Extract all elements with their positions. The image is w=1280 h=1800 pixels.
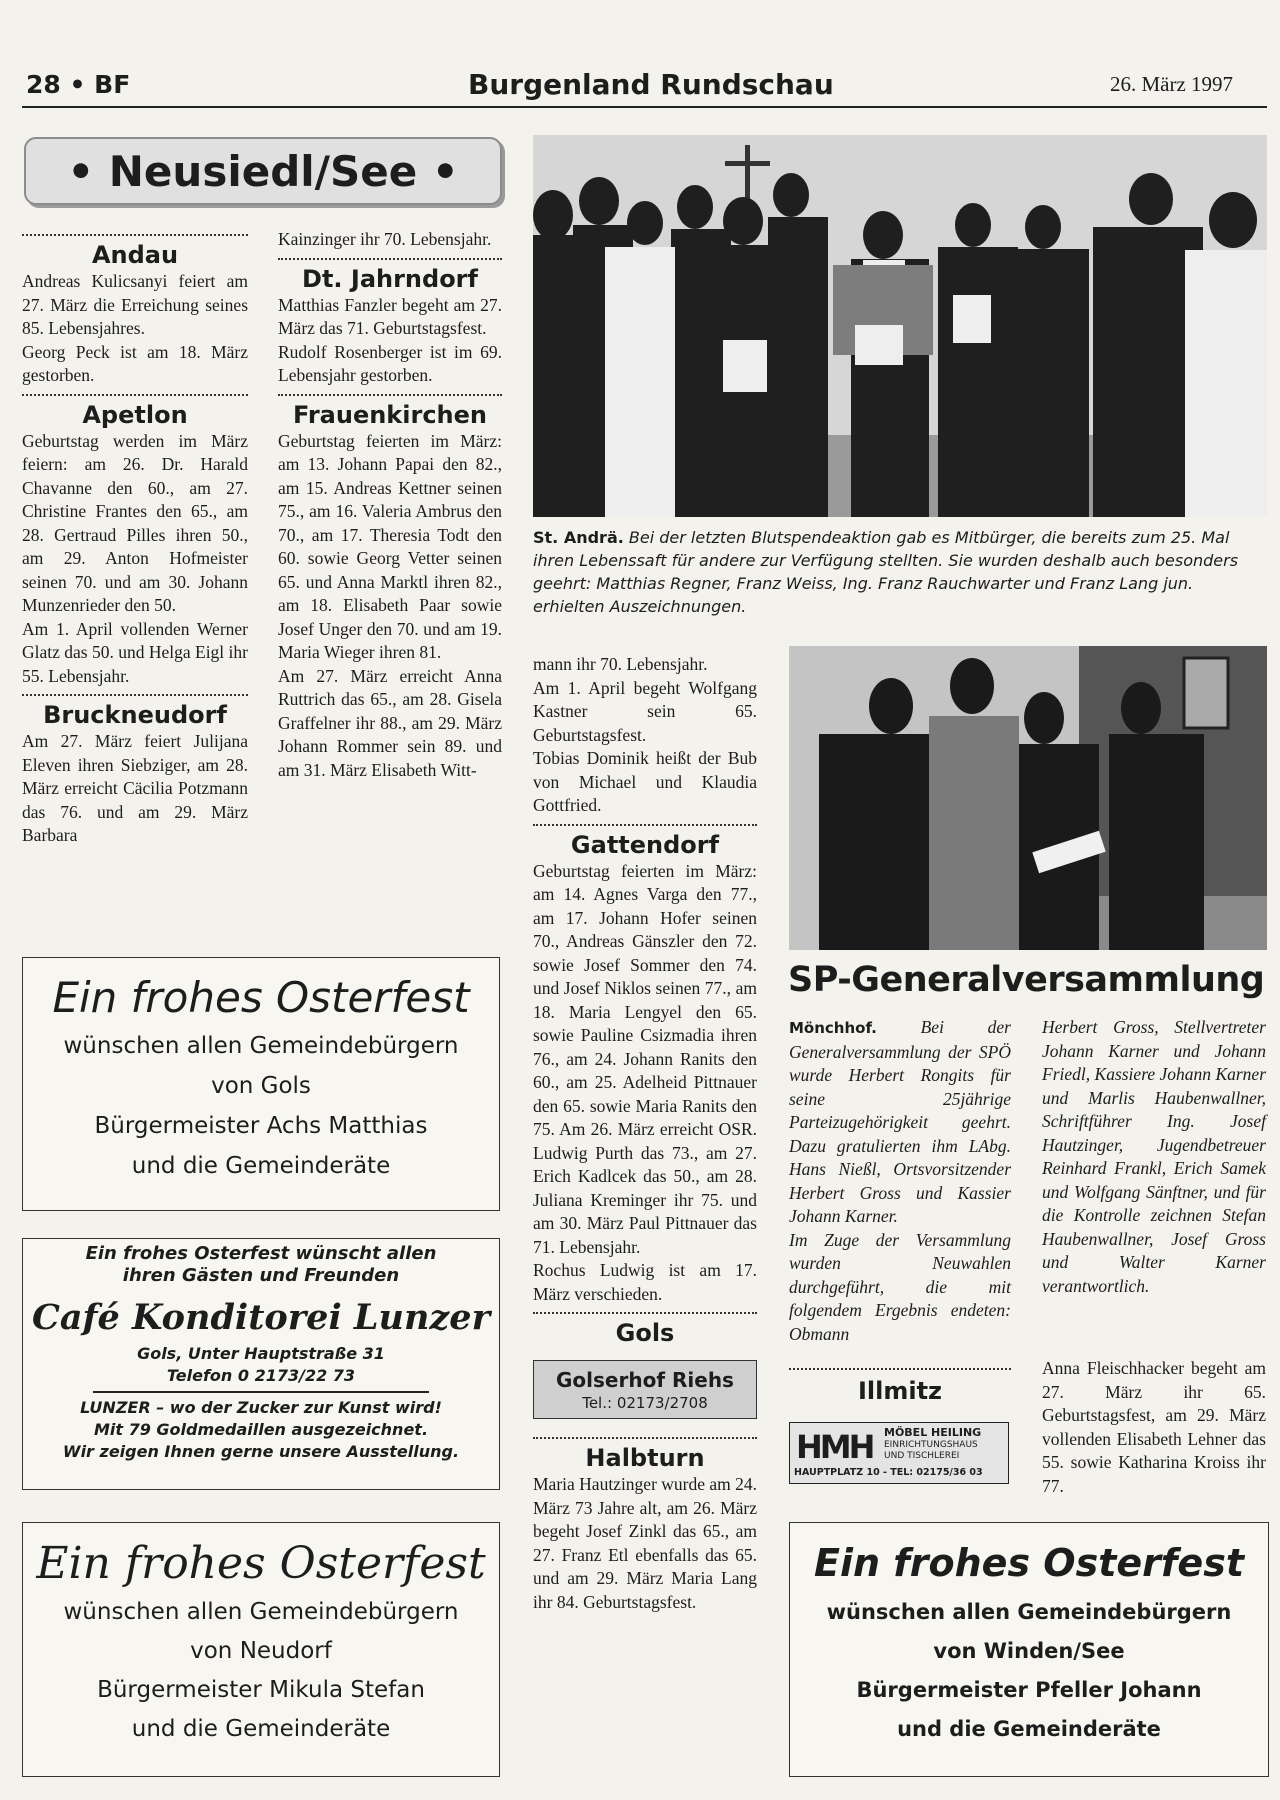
notice-text: Geburtstag feierten im März: am 13. Johann Papai den 82., am 15. Andreas Kettner seinen 75., am 16. Valeria Ambrus den 70., am 17. Theresia Todt den 60. sowie Georg Vetter seinen 65. und Anna Marktl ihren 82., am 18. Elisabeth Paar sowie Josef Unger den 70. und am 19. Maria Wieger ihren 81. — [278, 430, 502, 662]
article-place: Mönchhof. — [789, 1019, 877, 1037]
divider — [533, 1312, 757, 1314]
ad-slogan: LUNZER – wo der Zucker zur Kunst wird! — [80, 1398, 442, 1417]
article-text: Im Zuge der Versammlung wurden Neuwahlen durchgeführt, die mit folgendem Ergebnis endeten: Obmann — [789, 1229, 1011, 1344]
divider — [278, 394, 502, 396]
place-heading: Illmitz — [857, 1377, 943, 1405]
caption-place: St. Andrä. — [533, 528, 624, 547]
notice-text: Geburtstag feierten im März: am 14. Agnes Varga den 77., am 17. Johann Hofer seinen 70., Andreas Gänszler den 72. sowie Josef Sommer den 74. und Josef Niklos seinen 77., am 18. Maria Lengyel den 65. sowie Pauline Csizmadia ihren 76., am 24. Johann Ranits den 60., am 25. Adelheid Pittnauer den 65. sowie Maria Ranits den 75. Am 26. März erreicht OSR. Ludwig Purth das 73., am 27. Erich Kadlcek das 50., am 28. Juliana Kreminger ihr 75. und am 30. März Paul Pittnauer das 71. Lebensjahr. — [533, 860, 757, 1257]
place-heading: Andau — [91, 241, 179, 269]
ad-intro: ihren Gästen und Freunden — [122, 1265, 400, 1286]
ad-line: wünschen allen Gemeindebürgern — [826, 1600, 1232, 1624]
newspaper-title: Burgenland Rundschau — [468, 68, 834, 101]
notice-text: Maria Hautzinger wurde am 24. März 73 Jahre alt, am 26. März begeht Josef Zinkl das 65., am 27. Franz Etl ebenfalls das 65. und am 29. März Maria Lang ihr 84. Geburtstagsfest. — [533, 1474, 758, 1612]
column-3 — [533, 653, 757, 1614]
illmitz-block — [789, 1362, 1011, 1484]
golserhof-ad — [533, 1360, 757, 1419]
easter-ad-winden — [789, 1522, 1269, 1777]
photo-illustration — [789, 646, 1267, 950]
notice-text: Kainzinger ihr 70. Lebensjahr. — [278, 229, 492, 249]
column-2 — [278, 228, 502, 782]
ad-line: von Winden/See — [933, 1639, 1125, 1663]
ad-line: Bürgermeister Achs Matthias — [94, 1113, 428, 1139]
ad-line: und die Gemeinderäte — [131, 1153, 391, 1179]
notice-text: Rudolf Rosenberger ist im 69. Lebensjahr gestorben. — [278, 341, 502, 385]
blood-donors-photo — [533, 135, 1267, 517]
sp-headline: SP-Generalversammlung — [788, 960, 1265, 1000]
place-heading: Apetlon — [82, 400, 188, 429]
ad-slogan: Wir zeigen Ihnen gerne unsere Ausstellung. — [62, 1442, 460, 1461]
cafe-phone: Telefon 0 2173/22 73 — [166, 1366, 356, 1385]
place-heading: Bruckneudorf — [43, 701, 227, 729]
ad-rule — [93, 1391, 429, 1393]
place-heading: Gattendorf — [570, 830, 720, 859]
easter-ad-gols — [22, 957, 500, 1211]
ad-title: Ein frohes Osterfest — [36, 1538, 486, 1589]
ad-slogan: Mit 79 Goldmedaillen ausgezeichnet. — [93, 1420, 429, 1439]
notice-text: Geburtstag werden im März feiern: am 26. Dr. Harald Chavanne den 60., am 27. Christine Frantes den 65., am 28. Gertraud Pilles ihren 50., am 29. Anton Hofmeister seinen 70. und am 30. Johann Munzenrieder den 50. — [22, 430, 248, 615]
column-1 — [22, 228, 248, 848]
notice-text: Rochus Ludwig ist am 17. März verschieden. — [533, 1260, 757, 1304]
section-title: • Neusiedl/See • — [24, 137, 502, 205]
photo-caption — [533, 526, 1267, 618]
ad-line: und die Gemeinderäte — [131, 1716, 391, 1742]
divider — [22, 234, 248, 236]
notice-text: Andreas Kulicsanyi feiert am 27. März die Erreichung seines 85. Lebensjahres. — [22, 271, 248, 338]
ad-title: Ein frohes Osterfest — [52, 973, 470, 1022]
illmitz-text: Anna Fleischhacker begeht am 27. März ihr 65. Geburtstagsfest, am 29. März vollenden Elisabeth Lehner das 55. sowie Katharina Kroiss ihr 77. — [1042, 1358, 1266, 1496]
divider — [533, 824, 757, 826]
heiling-ad — [789, 1422, 1009, 1484]
ad-line: UND TISCHLEREI — [884, 1451, 960, 1461]
ad-phone: Tel.: 02173/2708 — [582, 1394, 708, 1412]
ad-company: MÖBEL HEILING — [884, 1426, 982, 1439]
ad-line: und die Gemeinderäte — [897, 1717, 1161, 1741]
article-text: Bei der Generalversammlung der SPÖ wurde Herbert Rongits für seine 25jährige Parteizugehörigkeit geehrt. Dazu gratulierten ihm LAbg. Hans Nießl, Ortsvorsitzender Herbert Gross und Kassier Johann Karner. — [789, 1017, 1011, 1226]
notice-text: Am 1. April begeht Wolfgang Kastner sein 65. Geburtstagsfest. — [533, 677, 757, 745]
handshake-photo — [789, 646, 1267, 950]
ad-line: wünschen allen Gemeindebürgern — [63, 1033, 459, 1059]
divider — [533, 1437, 757, 1439]
ad-line: EINRICHTUNGSHAUS — [884, 1440, 978, 1450]
place-heading: Dt. Jahrndorf — [302, 264, 478, 293]
ad-line: wünschen allen Gemeindebürgern — [63, 1599, 459, 1625]
ad-address: HAUPTPLATZ 10 - TEL: 02175/36 03 — [794, 1467, 983, 1478]
ad-line: Bürgermeister Pfeller Johann — [856, 1678, 1202, 1702]
sp-article-left — [789, 1016, 1011, 1346]
ad-logo: HMH — [796, 1428, 873, 1466]
divider — [789, 1368, 1011, 1370]
divider — [22, 394, 248, 396]
ad-title: Ein frohes Osterfest — [813, 1541, 1244, 1585]
cafe-name: Café Konditorei Lunzer — [31, 1297, 491, 1338]
divider — [278, 258, 502, 260]
cafe-address: Gols, Unter Hauptstraße 31 — [137, 1344, 385, 1363]
page-number: 28 • BF — [26, 70, 131, 99]
cafe-lunzer-ad — [22, 1238, 500, 1490]
ad-name: Golserhof Riehs — [556, 1368, 734, 1392]
caption-text: Bei der letzten Blutspendeaktion gab es Mitbürger, die bereits zum 25. Mal ihren Lebenssaft für andere zur Verfügung stellten. Sie wurden deshalb auch besonders geehrt: Matthias Regner, Franz Weiss, Ing. Franz Rauchwarter und Franz Lang jun. erhielten Auszeichnungen. — [533, 528, 1239, 616]
notice-text: Georg Peck ist am 18. März gestorben. — [22, 341, 248, 385]
issue-date: 26. März 1997 — [1110, 72, 1234, 96]
header-rule — [22, 106, 1267, 108]
ad-line: von Neudorf — [190, 1638, 332, 1664]
sp-article-right: Herbert Gross, Stellvertreter Johann Karner und Johann Friedl, Kassiere Johann Karner und Marlis Haubenwallner, Schriftführer Ing. Josef Hautzinger, Jugendbetreuer Reinhard Frankl, Erich Samek und Wolfgang Sänftner, und für die Kontrolle zeichnen Stefan Haubenwallner, Josef Gross und Walter Karner verantwortlich. — [1042, 1017, 1266, 1296]
place-heading: Frauenkirchen — [292, 400, 488, 429]
notice-text: Am 27. März erreicht Anna Ruttrich das 65., am 28. Gisela Graffelner ihr 88., am 29. März Johann Rommer sein 89. und am 31. März Elisabeth Witt- — [278, 665, 502, 780]
ad-line: von Gols — [211, 1073, 311, 1099]
easter-ad-neudorf — [22, 1522, 500, 1777]
notice-text: Matthias Fanzler begeht am 27. März das 71. Geburtstagsfest. — [278, 294, 502, 338]
place-heading: Halbturn — [585, 1444, 705, 1472]
ad-intro: Ein frohes Osterfest wünscht allen — [85, 1243, 437, 1264]
notice-text: Tobias Dominik heißt der Bub von Michael und Klaudia Gottfried. — [533, 748, 757, 815]
notice-text: Am 27. März feiert Julijana Eleven ihren Siebziger, am 28. März erreicht Cäcilia Potzmann das 76. und am 29. März Barbara — [22, 731, 248, 845]
photo-illustration — [533, 135, 1267, 517]
notice-text: mann ihr 70. Lebensjahr. — [533, 654, 708, 674]
place-heading: Gols — [615, 1319, 675, 1347]
divider — [22, 694, 248, 696]
ad-line: Bürgermeister Mikula Stefan — [97, 1677, 425, 1703]
notice-text: Am 1. April vollenden Werner Glatz das 50. und Helga Eigl ihr 55. Lebensjahr. — [22, 618, 248, 686]
